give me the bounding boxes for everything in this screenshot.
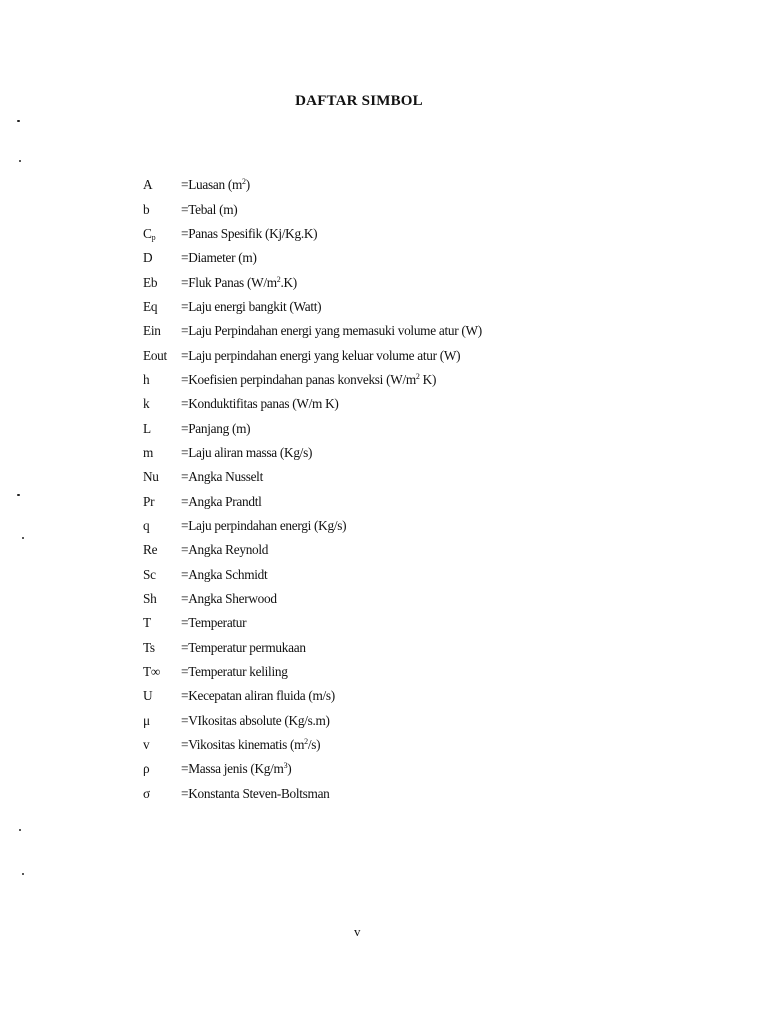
symbol: b [143, 201, 150, 217]
symbol-definition: =Angka Reynold [181, 542, 269, 558]
symbol-row [143, 489, 743, 513]
symbol-definition: =Angka Nusselt [181, 469, 263, 485]
symbol-definition: =Temperatur [181, 615, 247, 631]
symbol: h [143, 371, 150, 387]
symbol: D [143, 250, 153, 266]
symbol: ρ [143, 761, 150, 777]
symbol-row [143, 587, 743, 611]
symbol: T [143, 615, 151, 631]
symbol: L [143, 420, 151, 436]
symbol-row [143, 392, 743, 416]
symbol-row [143, 173, 743, 197]
symbol-row [143, 465, 743, 489]
symbol-row [143, 636, 743, 660]
symbol-row [143, 684, 743, 708]
symbol-definition: =VIkositas absolute (Kg/s.m) [181, 712, 330, 728]
symbol-row [143, 660, 743, 684]
page-title: DAFTAR SIMBOL [295, 93, 423, 109]
symbol-row [143, 197, 743, 221]
scan-speck [22, 537, 24, 539]
symbol: σ [143, 785, 150, 801]
symbol-row [143, 295, 743, 319]
symbol-definition: =Diameter (m) [181, 250, 257, 266]
symbol-row [143, 416, 743, 440]
scan-speck [17, 494, 20, 496]
symbol: Eq [143, 298, 158, 314]
symbol: v [143, 737, 150, 753]
symbol-definition: =Konstanta Steven-Boltsman [181, 785, 330, 801]
symbol-row [143, 709, 743, 733]
page-number: v [354, 924, 361, 939]
scan-speck [19, 829, 21, 831]
symbol-row [143, 441, 743, 465]
definition-superscript: 2 [304, 737, 308, 747]
symbol-row [143, 222, 743, 246]
symbol-definition: =Kecepatan aliran fluida (m/s) [181, 688, 335, 704]
symbol-definition: =Koefisien perpindahan panas konveksi ($W/m^2$ K) [181, 371, 437, 387]
symbol: q [143, 517, 150, 533]
symbol-subscript: p [151, 232, 156, 242]
symbol-row [143, 563, 743, 587]
symbol: Nu [143, 469, 159, 485]
symbol: k [143, 396, 150, 412]
symbol-definition: =Angka Sherwood [181, 591, 277, 607]
symbol-list [143, 173, 743, 806]
symbol: Ein [143, 323, 161, 339]
symbol: Pr [143, 493, 155, 509]
symbol: μ [143, 712, 150, 728]
symbol: Eout [143, 347, 167, 363]
scan-speck [19, 160, 21, 162]
symbol-definition: =Laju energi bangkit (Watt) [181, 298, 322, 314]
symbol-row [143, 246, 743, 270]
symbol-row [143, 538, 743, 562]
definition-superscript: 2 [242, 177, 246, 187]
symbol: Eb [143, 274, 158, 290]
symbol: Re [143, 542, 158, 558]
symbol-row [143, 368, 743, 392]
symbol-row [143, 343, 743, 367]
symbol: Sh [143, 591, 157, 607]
symbol-definition: =Temperatur permukaan [181, 639, 306, 655]
symbol: Sc [143, 566, 156, 582]
symbol-definition: =Angka Prandtl [181, 493, 262, 509]
symbol-row [143, 514, 743, 538]
symbol-definition: =Angka Schmidt [181, 566, 268, 582]
symbol-definition: =Laju Perpindahan energi yang memasuki volume atur (W) [181, 323, 482, 339]
symbol-definition: =Temperatur keliling [181, 664, 288, 680]
symbol: T∞ [143, 664, 161, 680]
symbol: U [143, 688, 153, 704]
symbol-definition: =Panas Spesifik (Kj/Kg.K) [181, 225, 318, 241]
symbol-definition: =Tebal (m) [181, 201, 238, 217]
symbol-definition: =Luasan $(m^2)$ [181, 177, 250, 193]
symbol-definition: =Vikositas kinematis $(m^2/s)$ [181, 737, 321, 753]
symbol-definition: =Laju perpindahan energi (Kg/s) [181, 517, 347, 533]
symbol-row [143, 782, 743, 806]
symbol-definition: =Laju perpindahan energi yang keluar volume atur (W) [181, 347, 461, 363]
symbol-row [143, 733, 743, 757]
symbol-definition: =Massa jenis $(Kg/m^3)$ [181, 761, 292, 777]
symbol-definition: =Fluk Panas $(W/m^2.K)$ [181, 274, 297, 290]
definition-superscript: 2 [415, 371, 420, 381]
symbol-row [143, 270, 743, 294]
symbol: Ts [143, 639, 155, 655]
scan-speck [22, 873, 24, 875]
symbol-definition: =Panjang (m) [181, 420, 251, 436]
symbol-row [143, 611, 743, 635]
definition-superscript: 3 [283, 761, 288, 771]
symbol-definition: =Konduktifitas panas (W/m K) [181, 396, 339, 412]
symbol-row [143, 757, 743, 781]
scan-speck [17, 120, 20, 122]
definition-superscript: 2 [276, 274, 281, 284]
symbol: $C_p$ [143, 225, 156, 242]
symbol: A [143, 177, 153, 193]
symbol-row [143, 319, 743, 343]
symbol: m [143, 444, 154, 460]
symbol-definition: =Laju aliran massa (Kg/s) [181, 444, 313, 460]
